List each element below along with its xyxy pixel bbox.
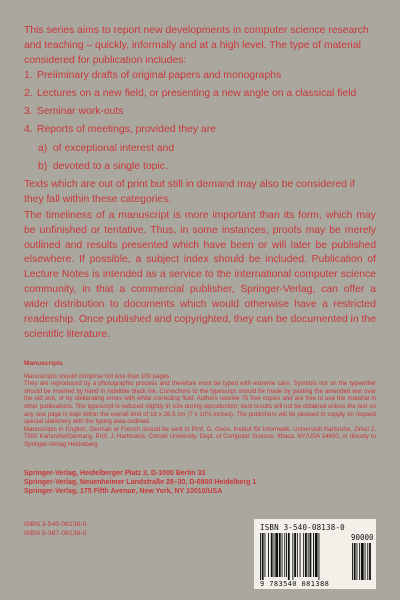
isbn-block xyxy=(24,520,86,539)
list-item: 2. Lectures on a new field, or presenting a new angle on a classical field xyxy=(24,87,357,99)
publisher-address: Springer-Verlag, Neuenheimer Landstraße 28–30, D-6900 Heidelberg 1 xyxy=(24,479,257,487)
publisher-address: Springer-Verlag, 175 Fifth Avenue, New York, NY 10010/USA xyxy=(24,488,223,496)
barcode-addon: 90000 xyxy=(351,533,374,542)
list-item: 3. Seminar work-outs xyxy=(24,106,124,118)
isbn-german: ISBN 3-540-08138-0 xyxy=(24,521,87,528)
barcode-isbn: ISBN 3-540-08138-0 xyxy=(260,523,345,532)
list-item: 4. Reports of meetings, provided they are xyxy=(24,124,216,136)
publisher-addresses xyxy=(24,469,376,497)
manuscripts-length: Manuscripts should comprise not less than 100 pages. xyxy=(24,372,172,380)
manuscripts-heading: Manuscripts xyxy=(24,360,63,367)
barcode-digits: 9 783540 081388 xyxy=(260,580,330,588)
timeliness-paragraph: The timeliness of a manuscript is more important than its form, which may be unfinished or tentative. Thus, in some instances, proofs may be merely outlined and results presented which have been or will later be published elsewhere. If possible, a subject index should be included. Publication of Lecture Notes is intended as a service to the international computer science community, in that a commercial publisher, Springer-Verlag, can offer a wider distribution to documents which would otherwise have a restricted readership. Once published and copyrighted, they can be documented in the scientific literature. xyxy=(24,209,376,340)
manuscripts-submission: Manuscripts in English, German or French should be sent to Prof. G. Goos, Institut für Informatik, Universität Karlsruhe, Zirkel 2, 7500 Karlsruhe/Germany, Prof. J. Hartmanis, Cornell University, Dept. of Computer Science, Ithaca, NY/USA 14850, or directly to Springer-Verlag Heidelberg. xyxy=(24,425,376,448)
sub-list-item: b) devoted to a single topic. xyxy=(38,160,168,172)
intro-lead: This series aims to report new developments in computer science research and teaching – quickly, informally and at a high level. The type of material considered for publication includes: xyxy=(24,25,369,66)
manuscripts-instructions: They are reproduced by a photographic process and therefore must be typed with extreme care. Symbols not on the typewriter should be inserted by hand in indelible black ink. Corrections to the typescript should be made by pasting the amended text over the old one, or by obliterating errors with white correcting fluid. Authors receive 75 free copies and are free to use the material in other publications. The typescript is reduced slightly in size during reproduction; best results will not be obtained unless the text on any one page is kept within the overall limit of 18 x 26.5 cm (7 x 10½ inches). The publishers will be pleased to supply on request special stationery with the typing area outlined. xyxy=(24,380,376,426)
publisher-address: Springer-Verlag, Heidelberger Platz 3, D-1000 Berlin 33 xyxy=(24,470,206,477)
list-item: 1. Preliminary drafts of original papers and monographs xyxy=(24,69,282,81)
sub-list-item: a) of exceptional interest and xyxy=(38,142,175,154)
manuscripts-section xyxy=(24,360,376,449)
out-of-print-paragraph: Texts which are out of print but still in demand may also be considered if they fall within these categories. xyxy=(24,178,355,205)
series-description xyxy=(24,24,376,343)
isbn-us: ISBN 0-387-08138-0 xyxy=(24,530,87,538)
barcode-label xyxy=(254,519,376,589)
